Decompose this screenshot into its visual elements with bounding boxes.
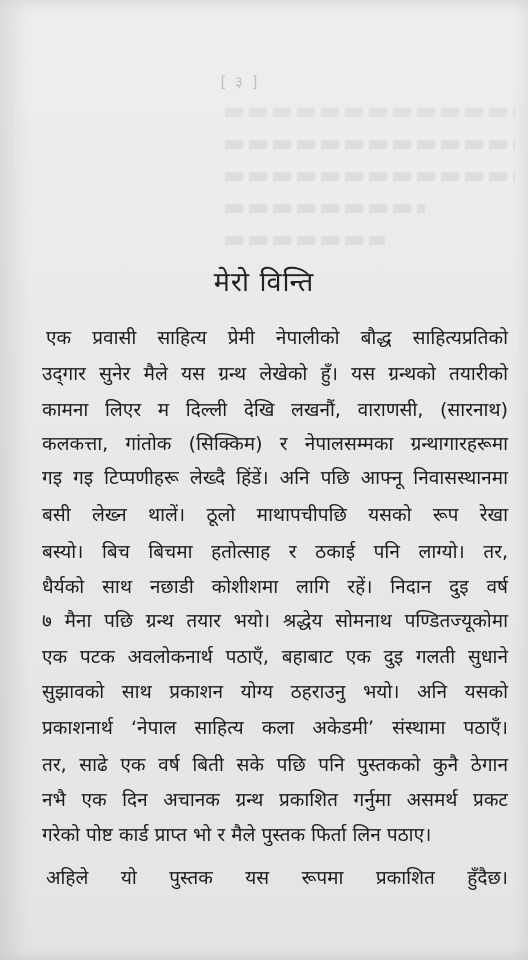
text-line: बस्यो। बिच बिचमा हतोत्साह र ठकाई पनि लाग्यो। तर,	[42, 541, 508, 563]
text-line: प्रकाशनार्थ ‘नेपाल साहित्य कला अकेडमी’ संस्थामा पठाएँ।	[42, 717, 508, 739]
page-title: मेरो विन्ति	[213, 267, 315, 298]
text-line: ७ मैना पछि ग्रन्थ तयार भयो। श्रद्धेय सोमनाथ पण्डितज्यूकोमा	[42, 610, 508, 632]
text-line: अहिले यो पुस्तक यस रूपमा प्रकाशित हुँदैछ।	[46, 867, 508, 889]
text-line: एक प्रवासी साहित्य प्रेमी नेपालीको बौद्ध साहित्यप्रतिको	[46, 327, 508, 349]
text-line: कलकत्ता, गांतोक (सिक्किम) र नेपालसम्मका ग्रन्थागारहरूमा	[42, 433, 508, 455]
text-line: कामना लिएर म दिल्ली देखि लखनौं, वाराणसी, (सारनाथ)	[42, 399, 508, 421]
page-number: [ ३ ]	[220, 73, 260, 91]
text-line: तर, साढे एक वर्ष बिती सके पछि पनि पुस्तकको कुनै ठेगान	[42, 754, 508, 776]
text-line: उद्‌गार सुनेर मैले यस ग्रन्थ लेखेको हुँ। यस ग्रन्थको तयारीको	[42, 363, 508, 385]
text-line: गरेको पोष्ट कार्ड प्राप्त भो र मैले पुस्तक फिर्ता लिन पठाए।	[42, 824, 432, 846]
text-line: बसी लेख्न थालें। ठूलो माथापचीपछि यसको रूप रेखा	[42, 504, 508, 526]
text-line: एक पटक अवलोकनार्थ पठाएँ, बहाबाट एक दुइ गलती सुधाने	[42, 646, 508, 668]
text-line: सुझावको साथ प्रकाशन योग्य ठहराउनु भयो। अनि यसको	[42, 681, 508, 703]
text-line: गइ गइ टिप्पणीहरू लेख्दै हिंडें। अनि पछि आफ्नू निवासस्थानमा	[42, 467, 508, 489]
text-line: नभै एक दिन अचानक ग्रन्थ प्रकाशित गर्नुमा असमर्थ प्रकट	[42, 789, 508, 811]
text-line: धैर्यको साथ नछाडी कोशीशमा लागि रहें। निदान दुइ वर्ष	[42, 576, 508, 598]
